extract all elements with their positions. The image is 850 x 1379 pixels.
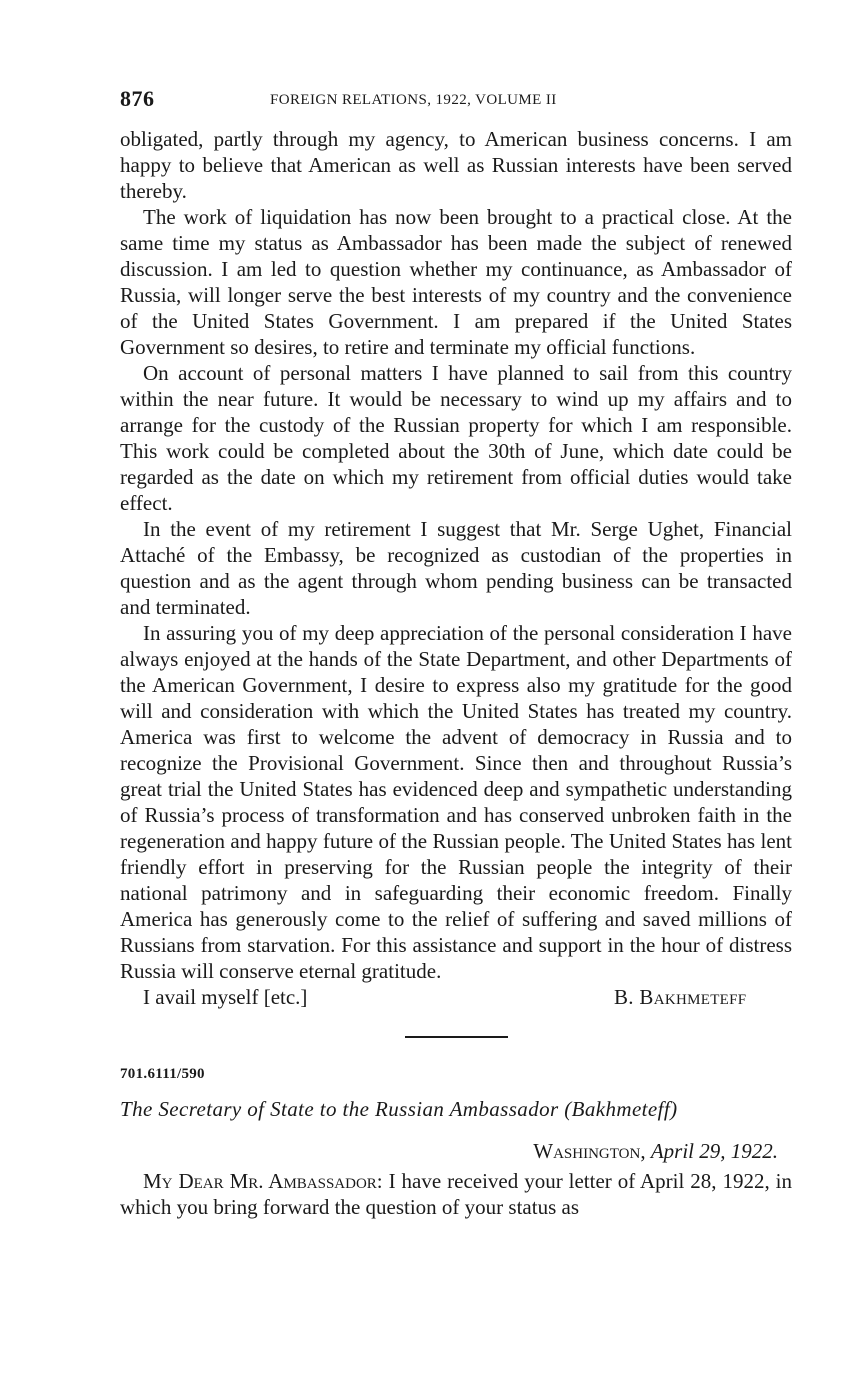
running-head-title: FOREIGN RELATIONS, 1922, VOLUME II (270, 92, 557, 108)
letter-body (120, 126, 792, 984)
paragraph-personal-matters: On account of personal matters I have planned to sail from this country within the near future. It would be necessary to wind up my affairs and to arrange for the custody of the Russian property for which I am responsible. This work could be completed about the 30th of June, which date could be regarded as the date on which my retirement from official duties would take effect. (120, 361, 792, 515)
section-divider (120, 1010, 792, 1056)
paragraph-custodian: In the event of my retirement I suggest that Mr. Serge Ughet, Financial Attaché of the Embassy, be recognized as custodian of the properties in question and as the agent through whom pending business can be transacted and terminated. (120, 517, 792, 619)
page-number: 876 (120, 86, 155, 111)
salutation: My Dear Mr. Ambassador: (143, 1169, 383, 1193)
reply-opening-paragraph (120, 1168, 792, 1220)
dateline-date: April 29, 1922. (650, 1139, 778, 1163)
signature: B. Bakhmeteff (614, 985, 747, 1009)
closing-line: I avail myself [etc.] (143, 985, 308, 1009)
paragraph-continued: obligated, partly through my agency, to American business concerns. I am happy to believe that American as well as Russian interests have been served thereby. (120, 127, 792, 203)
running-head (120, 86, 792, 126)
divider-line (405, 1036, 508, 1038)
paragraph-gratitude: In assuring you of my deep appreciation of the personal consideration I have always enjoyed at the hands of the State Department, and other Departments of the American Government, I desire to express also my gratitude for the good will and consideration with which the United States has treated my country. America was first to welcome the advent of democracy in Russia and to recognize the Provisional Government. Since then and throughout Russia’s great trial the United States has evidenced deep and sympathetic understanding of Russia’s process of transformation and has conserved unbroken faith in the regeneration and happy future of the Russian people. The United States has lent friendly effort in preserving for the Russian people the integrity of their national patrimony and in safeguarding their economic freedom. Finally America has generously come to the relief of suffering and saved millions of Russians from starvation. For this assistance and support in the hour of distress Russia will conserve eternal gratitude. (120, 621, 792, 983)
dateline (120, 1138, 792, 1168)
file-number: 701.6111/590 (120, 1066, 205, 1082)
dateline-place: Washington, (533, 1139, 646, 1163)
reply-opening-text: I have received your letter of April 28, 1922, in which you bring forward the question of your status as (120, 1169, 793, 1219)
document-page (120, 86, 792, 1220)
document-title: The Secretary of State to the Russian Ambassador (Bakhmeteff) (120, 1097, 678, 1121)
paragraph-liquidation: The work of liquidation has now been brought to a practical close. At the same time my status as Ambassador has been made the subject of renewed discussion. I am led to question whether my continuance, as Ambassador of Russia, will longer serve the best interests of my country and the convenience of the United States Government. I am prepared if the United States Government so desires, to retire and terminate my official functions. (120, 205, 792, 359)
letter-signoff (120, 984, 792, 1010)
